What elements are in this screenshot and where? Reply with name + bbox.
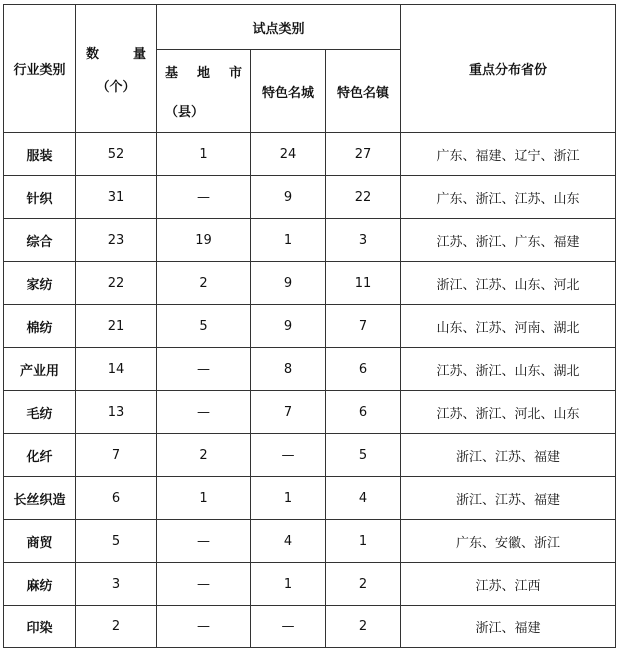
cell-base: — xyxy=(157,520,251,563)
cell-provinces: 浙江、福建 xyxy=(401,606,616,648)
cell-category: 商贸 xyxy=(4,520,76,563)
cell-city: — xyxy=(251,606,326,648)
cell-category: 针织 xyxy=(4,176,76,219)
cell-provinces: 广东、福建、辽宁、浙江 xyxy=(401,133,616,176)
table-row xyxy=(4,176,616,219)
cell-category: 印染 xyxy=(4,606,76,648)
cell-town: 6 xyxy=(326,391,401,434)
header-quantity xyxy=(76,5,157,133)
cell-base: 19 xyxy=(157,219,251,262)
cell-city: 24 xyxy=(251,133,326,176)
table-row xyxy=(4,477,616,520)
cell-provinces: 浙江、江苏、山东、河北 xyxy=(401,262,616,305)
cell-base: 1 xyxy=(157,133,251,176)
cell-town: 27 xyxy=(326,133,401,176)
cell-category: 棉纺 xyxy=(4,305,76,348)
cell-city: — xyxy=(251,434,326,477)
cell-base: — xyxy=(157,348,251,391)
cell-provinces: 广东、安徽、浙江 xyxy=(401,520,616,563)
cell-provinces: 广东、浙江、江苏、山东 xyxy=(401,176,616,219)
header-city: 特色名城 xyxy=(251,50,326,133)
cell-city: 1 xyxy=(251,563,326,606)
cell-count: 52 xyxy=(76,133,157,176)
cell-provinces: 浙江、江苏、福建 xyxy=(401,477,616,520)
cell-count: 5 xyxy=(76,520,157,563)
cell-count: 23 xyxy=(76,219,157,262)
cell-town: 3 xyxy=(326,219,401,262)
header-town: 特色名镇 xyxy=(326,50,401,133)
table-row xyxy=(4,391,616,434)
cell-base: — xyxy=(157,391,251,434)
cell-count: 13 xyxy=(76,391,157,434)
cell-town: 2 xyxy=(326,563,401,606)
cell-provinces: 江苏、浙江、山东、湖北 xyxy=(401,348,616,391)
cell-city: 7 xyxy=(251,391,326,434)
cell-category: 综合 xyxy=(4,219,76,262)
cell-category: 家纺 xyxy=(4,262,76,305)
cell-category: 产业用 xyxy=(4,348,76,391)
cell-count: 14 xyxy=(76,348,157,391)
table-row xyxy=(4,305,616,348)
header-industry: 行业类别 xyxy=(4,5,76,133)
table-row xyxy=(4,563,616,606)
header-base-char-3: 市 xyxy=(228,66,242,81)
header-row-1 xyxy=(4,5,616,50)
cell-provinces: 江苏、浙江、河北、山东 xyxy=(401,391,616,434)
header-pilot-category: 试点类别 xyxy=(157,5,401,50)
cell-category: 服装 xyxy=(4,133,76,176)
cell-base: — xyxy=(157,563,251,606)
cell-city: 1 xyxy=(251,219,326,262)
cell-town: 22 xyxy=(326,176,401,219)
cell-base: 2 xyxy=(157,262,251,305)
table-row xyxy=(4,219,616,262)
cell-count: 21 xyxy=(76,305,157,348)
cell-count: 3 xyxy=(76,563,157,606)
cell-provinces: 江苏、浙江、广东、福建 xyxy=(401,219,616,262)
cell-city: 8 xyxy=(251,348,326,391)
header-base-unit: （县） xyxy=(165,105,205,120)
cell-city: 4 xyxy=(251,520,326,563)
header-quantity-char-1: 数 xyxy=(86,46,100,62)
cell-city: 9 xyxy=(251,262,326,305)
cell-category: 长丝织造 xyxy=(4,477,76,520)
cell-provinces: 山东、江苏、河南、湖北 xyxy=(401,305,616,348)
cell-town: 1 xyxy=(326,520,401,563)
cell-count: 6 xyxy=(76,477,157,520)
cell-category: 毛纺 xyxy=(4,391,76,434)
cell-city: 9 xyxy=(251,305,326,348)
header-quantity-char-2: 量 xyxy=(132,46,146,62)
cell-category: 麻纺 xyxy=(4,563,76,606)
cell-base: — xyxy=(157,606,251,648)
header-quantity-unit: （个） xyxy=(96,79,136,95)
cell-town: 11 xyxy=(326,262,401,305)
header-provinces: 重点分布省份 xyxy=(401,5,616,133)
header-base-char-2: 地 xyxy=(196,66,210,81)
header-base xyxy=(157,50,251,133)
cell-provinces: 浙江、江苏、福建 xyxy=(401,434,616,477)
cell-base: 2 xyxy=(157,434,251,477)
cell-town: 2 xyxy=(326,606,401,648)
table-row xyxy=(4,262,616,305)
table-row xyxy=(4,434,616,477)
header-base-char-1: 基 xyxy=(165,66,179,81)
table-row xyxy=(4,348,616,391)
cell-provinces: 江苏、江西 xyxy=(401,563,616,606)
table-row xyxy=(4,520,616,563)
cell-category: 化纤 xyxy=(4,434,76,477)
industry-table xyxy=(3,4,616,648)
cell-count: 2 xyxy=(76,606,157,648)
cell-town: 7 xyxy=(326,305,401,348)
cell-base: 1 xyxy=(157,477,251,520)
cell-town: 6 xyxy=(326,348,401,391)
cell-count: 31 xyxy=(76,176,157,219)
table-row xyxy=(4,606,616,648)
cell-base: 5 xyxy=(157,305,251,348)
cell-count: 22 xyxy=(76,262,157,305)
table-row xyxy=(4,133,616,176)
cell-count: 7 xyxy=(76,434,157,477)
cell-city: 1 xyxy=(251,477,326,520)
cell-base: — xyxy=(157,176,251,219)
cell-town: 5 xyxy=(326,434,401,477)
cell-city: 9 xyxy=(251,176,326,219)
cell-town: 4 xyxy=(326,477,401,520)
